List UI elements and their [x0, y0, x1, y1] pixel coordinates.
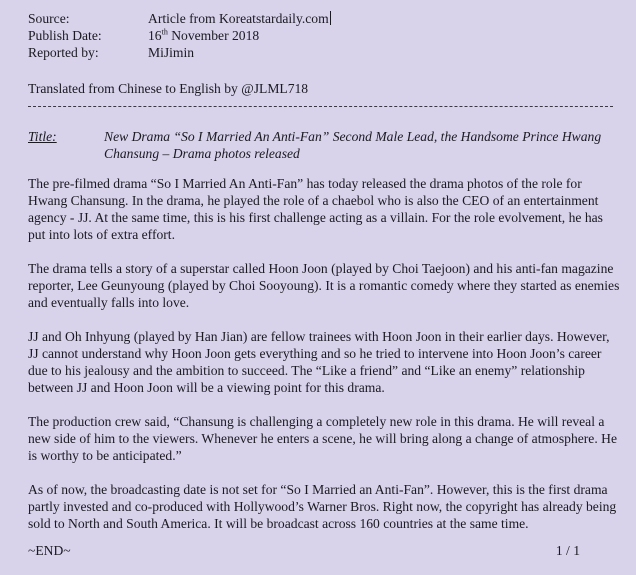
- page-counter: 1 / 1: [555, 543, 580, 558]
- article-title: New Drama “So I Married An Anti-Fan” Second Male Lead, the Handsome Prince Hwang Chansung – Drama photos released: [104, 129, 602, 161]
- text-cursor: [330, 11, 331, 25]
- reporter-value: MiJimin: [148, 45, 195, 60]
- article-body: [28, 175, 620, 549]
- publish-date-value: [148, 27, 259, 44]
- paragraph: The production crew said, “Chansung is challenging a completely new role in this drama. He will reveal a new side of him to the viewers. Whenever he enters a scene, he will bring along a change of atmosphere. He is worthy to be anticipated.”: [28, 414, 617, 463]
- publish-day-suffix: th: [161, 27, 168, 37]
- end-mark: ~END~: [28, 543, 71, 558]
- publish-month-year: November 2018: [167, 28, 260, 43]
- publish-day: 16: [148, 28, 162, 43]
- source-text: Article from Koreatstardaily.com: [148, 11, 329, 26]
- page-footer: [28, 542, 580, 559]
- article-meta: [28, 10, 331, 61]
- publish-date-row: [28, 27, 331, 44]
- reporter-label: Reported by:: [28, 45, 99, 60]
- paragraph: The pre-filmed drama “So I Married An Anti-Fan” has today released the drama photos of the role for Hwang Chansung. In the drama, he played the role of a chaebol who is also the CEO of an entertainment agency - JJ. At the same time, this is his first challenge acting as a villain. For the role evolvement, he has put into lots of extra effort.: [28, 176, 603, 242]
- publish-date-label: Publish Date:: [28, 28, 102, 43]
- reporter-row: [28, 44, 331, 61]
- paragraph: The drama tells a story of a superstar called Hoon Joon (played by Choi Taejoon) and his anti-fan magazine reporter, Lee Geunyoung (played by Choi Sooyoung). It is a romantic comedy where they started as enemies and eventually falls into love.: [28, 261, 620, 310]
- source-label: Source:: [28, 11, 70, 26]
- source-value[interactable]: [148, 10, 331, 27]
- source-row: [28, 10, 331, 27]
- divider: [28, 106, 613, 107]
- title-row: [28, 128, 618, 162]
- translator-credit: Translated from Chinese to English by @JLML718: [28, 81, 309, 96]
- paragraph: JJ and Oh Inhyung (played by Han Jian) are fellow trainees with Hoon Joon in their earlier days. However, JJ cannot understand why Hoon Joon gets everything and so he tried to intervene into Hoon Joon’s career due to his jealousy and the ambition to succeed. The “Like a friend” and “Like an enemy” relationship between JJ and Hoon Joon will be a viewing point for this drama.: [28, 329, 610, 395]
- paragraph: As of now, the broadcasting date is not set for “So I Married an Anti-Fan”. However, this is the first drama partly invested and co-produced with Hollywood’s Warner Bros. Right now, the copyright has already being sold to North and South America. It will be broadcast across 160 countries at the same time.: [28, 482, 617, 531]
- title-label: Title:: [28, 129, 57, 144]
